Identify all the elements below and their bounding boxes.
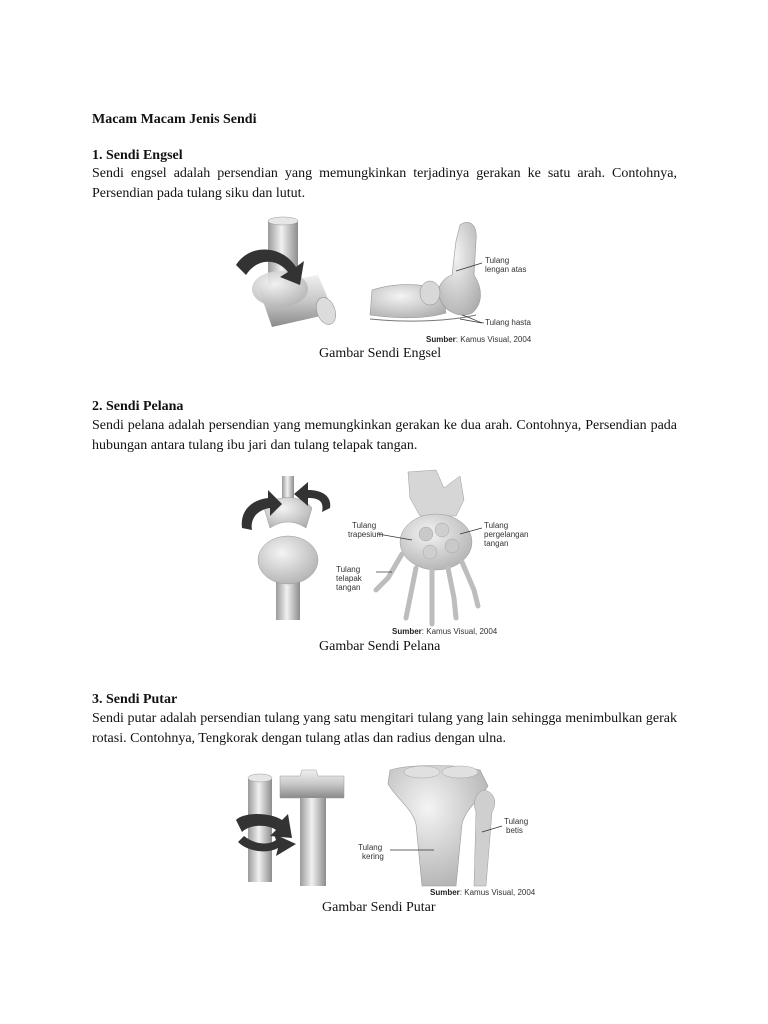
pivot-model-ring-block	[280, 770, 344, 798]
document-title: Macam Macam Jenis Sendi	[92, 112, 257, 127]
leg-fibula-bone	[474, 790, 495, 886]
label-kering: kering	[362, 852, 384, 861]
label-pergelangan: pergelangan	[484, 530, 529, 539]
label-tulang-hasta: Tulang hasta	[485, 318, 531, 327]
caption-putar: Gambar Sendi Putar	[322, 900, 436, 915]
label-pergelangan-tangan: tangan	[484, 539, 509, 548]
label-tulang-lengan-atas: Tulang	[485, 256, 510, 265]
source-credit-engsel: Sumber: Kamus Visual, 2004	[426, 335, 532, 344]
label-tulang-betis: Tulang	[504, 817, 529, 826]
label-lengan-atas: lengan atas	[485, 265, 527, 274]
pivot-joint-figure	[230, 762, 540, 902]
label-betis: betis	[506, 826, 523, 835]
caption-engsel: Gambar Sendi Engsel	[319, 346, 442, 361]
section-heading-engsel: 1. Sendi Engsel	[92, 148, 183, 163]
source-credit-pelana: Sumber: Kamus Visual, 2004	[392, 627, 498, 636]
leg-tibia-bone	[388, 766, 488, 887]
saddle-joint-figure	[230, 468, 550, 640]
section-heading-putar: 3. Sendi Putar	[92, 692, 178, 707]
label-tulang-kering: Tulang	[358, 843, 383, 852]
hinge-joint-figure	[230, 215, 540, 347]
source-credit-putar: Sumber: Kamus Visual, 2004	[430, 888, 536, 897]
label-tulang-pergelangan: Tulang	[484, 521, 509, 530]
hand-forearm-bones	[408, 470, 464, 516]
elbow-upper-arm-bone	[438, 222, 480, 315]
caption-pelana: Gambar Sendi Pelana	[319, 639, 441, 654]
label-tulang-trapesium: Tulang	[352, 521, 377, 530]
label-telapak: telapak	[336, 574, 362, 583]
section-body-putar: Sendi putar adalah persendian tulang yang satu mengitari tulang yang lain sehingga menimbulkan gerak rotasi. Contohnya, Tengkorak dengan tulang atlas dan radius dengan ulna.	[92, 711, 677, 746]
pivot-model-post	[248, 778, 272, 882]
section-body-pelana: Sendi pelana adalah persendian yang memungkinkan gerakan ke dua arah. Contohnya, Persendian pada hubungan antara tulang ibu jari dan tulang telapak tangan.	[92, 418, 677, 453]
label-tulang-telapak: Tulang	[336, 565, 361, 574]
section-heading-pelana: 2. Sendi Pelana	[92, 399, 184, 414]
label-telapak-tangan: tangan	[336, 583, 361, 592]
label-trapesium: trapesium	[348, 530, 384, 539]
section-body-engsel: Sendi engsel adalah persendian yang memungkinkan terjadinya gerakan ke satu arah. Contohnya, Persendian pada tulang siku dan lutut.	[92, 166, 677, 201]
